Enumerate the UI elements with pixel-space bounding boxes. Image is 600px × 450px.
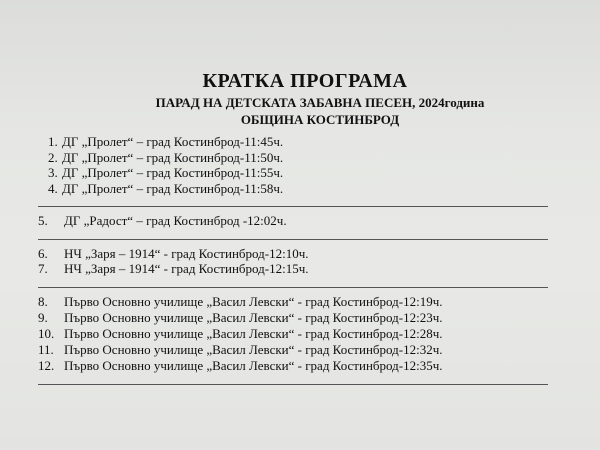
item-number: 3. bbox=[48, 165, 58, 180]
item-number: 10. bbox=[38, 325, 55, 341]
item-number: 5. bbox=[38, 213, 48, 228]
list-item bbox=[38, 181, 558, 197]
list-item bbox=[38, 310, 558, 326]
list-item bbox=[38, 342, 558, 358]
list-item bbox=[38, 150, 558, 166]
item-number: 8. bbox=[38, 293, 48, 309]
item-text: ДГ „Пролет“ – град Костинброд-11:50ч. bbox=[62, 149, 284, 165]
list-item bbox=[38, 134, 558, 150]
program-list bbox=[38, 134, 558, 391]
list-item bbox=[38, 358, 558, 374]
list-item bbox=[38, 165, 558, 181]
divider bbox=[38, 384, 548, 385]
item-number: 7. bbox=[38, 261, 48, 276]
divider bbox=[38, 239, 548, 240]
divider bbox=[38, 287, 548, 288]
item-text: Първо Основно училище „Васил Левски“ - град Костинброд-12:35ч. bbox=[64, 357, 443, 373]
item-number: 6. bbox=[38, 245, 48, 261]
item-text: НЧ „Заря – 1914“ - град Костинброд-12:15ч. bbox=[64, 261, 309, 276]
list-item bbox=[38, 261, 558, 277]
program-group-2 bbox=[38, 213, 558, 229]
item-number: 11. bbox=[38, 341, 54, 357]
divider bbox=[38, 206, 548, 207]
item-text: ДГ „Радост“ – град Костинброд -12:02ч. bbox=[64, 213, 287, 228]
document-municipality: ОБЩИНА КОСТИНБРОД bbox=[240, 112, 400, 127]
program-group-3 bbox=[38, 246, 558, 277]
item-text: НЧ „Заря – 1914“ - град Костинброд-12:10ч. bbox=[64, 245, 309, 261]
item-text: Първо Основно училище „Васил Левски“ - град Костинброд-12:28ч. bbox=[64, 325, 443, 341]
document-subtitle: ПАРАД НА ДЕТСКАТА ЗАБАВНА ПЕСЕН, 2024година bbox=[155, 95, 485, 110]
list-item bbox=[38, 246, 558, 262]
item-text: Първо Основно училище „Васил Левски“ - град Костинброд-12:23ч. bbox=[64, 309, 443, 325]
list-item bbox=[38, 294, 558, 310]
item-number: 12. bbox=[38, 357, 55, 373]
item-text: Първо Основно училище „Васил Левски“ - град Костинброд-12:19ч. bbox=[64, 293, 443, 309]
item-text: ДГ „Пролет“ – град Костинброд-11:58ч. bbox=[62, 180, 284, 196]
item-number: 9. bbox=[38, 309, 48, 325]
item-number: 4. bbox=[48, 180, 58, 196]
item-text: Първо Основно училище „Васил Левски“ - град Костинброд-12:32ч. bbox=[64, 341, 443, 357]
document-title: КРАТКА ПРОГРАМА bbox=[202, 70, 408, 92]
item-number: 2. bbox=[48, 149, 58, 165]
document-header bbox=[0, 70, 600, 128]
item-text: ДГ „Пролет“ – град Костинброд-11:45ч. bbox=[62, 134, 284, 149]
list-item bbox=[38, 213, 558, 229]
item-text: ДГ „Пролет“ – град Костинброд-11:55ч. bbox=[62, 165, 284, 180]
program-group-1 bbox=[38, 134, 558, 196]
item-number: 1. bbox=[48, 134, 58, 149]
program-group-4 bbox=[38, 294, 558, 374]
list-item bbox=[38, 326, 558, 342]
